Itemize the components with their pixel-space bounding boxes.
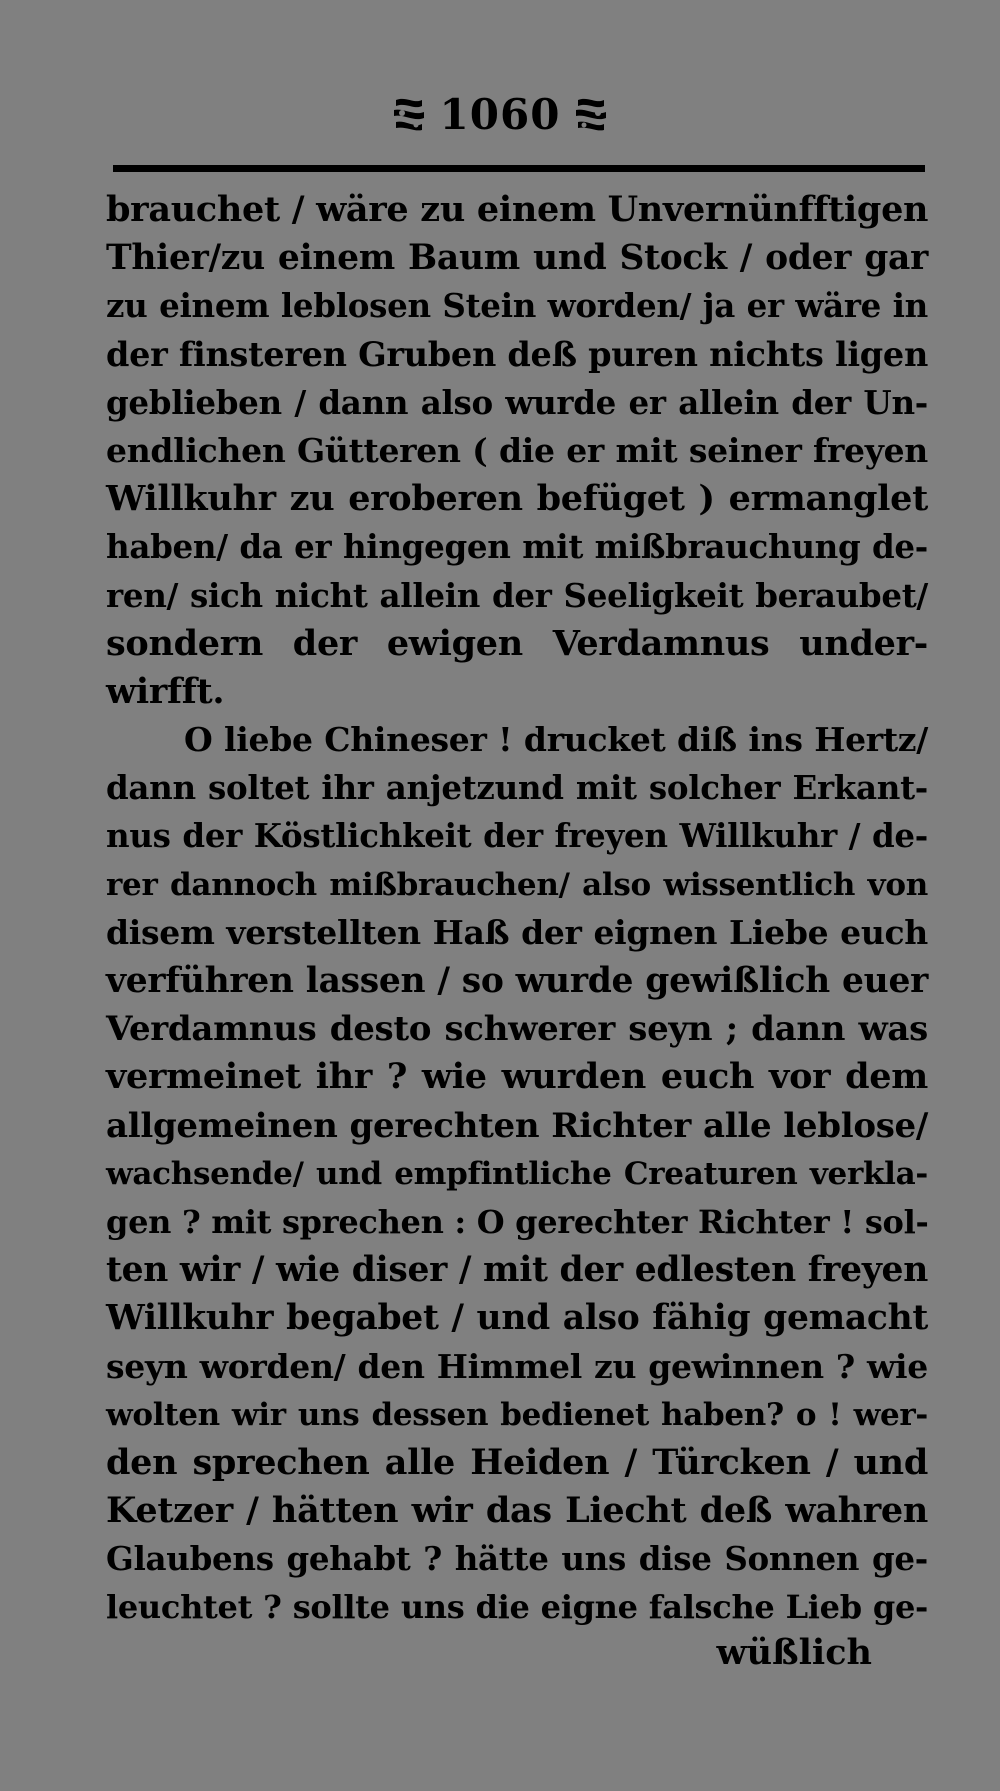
- text-line: allgemeinen gerechten Richter alle leblose/: [106, 1105, 928, 1146]
- text-line: geblieben / dann also wurde er allein der Un-: [106, 382, 928, 422]
- catchword: wüßlich: [716, 1632, 872, 1673]
- text-line: verführen lassen / so wurde gewißlich euer: [106, 961, 928, 1001]
- text-line: rer dannoch mißbrauchen/ also wissentlich von: [106, 866, 928, 903]
- text-line: zu einem leblosen Stein worden/ ja er wäre in: [106, 286, 928, 326]
- text-line: Willkuhr begabet / und also fähig gemacht: [106, 1298, 928, 1339]
- text-line: dann soltet ihr anjetzund mit solcher Erkant-: [106, 768, 928, 808]
- text-line: Ketzer / hätten wir das Liecht deß wahren: [106, 1490, 928, 1532]
- text-line: sondern der ewigen Verdamnus under-: [106, 622, 928, 664]
- text-line: ten wir / wie diser / mit der edlesten freyen: [106, 1250, 928, 1291]
- fleuron-ornament-left-icon: [392, 96, 426, 132]
- text-line: haben/ da er hingegen mit mißbrauchung de-: [106, 527, 928, 567]
- page-header: [0, 84, 1000, 144]
- text-line: der finsteren Gruben deß puren nichts ligen: [106, 334, 928, 374]
- text-line: O liebe Chineser ! drucket diß ins Hertz/: [184, 720, 928, 760]
- text-line: gen ? mit sprechen : O gerechter Richter ! sol-: [106, 1202, 929, 1241]
- fleuron-ornament-right-icon: [574, 96, 608, 132]
- text-line: disem verstellten Haß der eignen Liebe euch: [106, 912, 928, 952]
- text-line: leuchtet ? sollte uns die eigne falsche Lieb ge-: [106, 1588, 928, 1627]
- text-line: ren/ sich nicht allein der Seeligkeit beraubet/: [106, 575, 928, 615]
- text-line: wolten wir uns dessen bedienet haben? o ! wer-: [106, 1396, 928, 1433]
- text-line: Glaubens gehabt ? hätte uns dise Sonnen ge-: [106, 1539, 928, 1579]
- text-line: wirfft.: [106, 670, 225, 712]
- text-line: brauchet / wäre zu einem Unvernünfftigen: [106, 189, 929, 230]
- header-rule: [113, 165, 925, 172]
- text-line: Willkuhr zu eroberen befüget ) ermanglet: [106, 478, 928, 520]
- text-line: wachsende/ und empfintliche Creaturen verkla-: [106, 1155, 928, 1192]
- text-line: endlichen Gütteren ( die er mit seiner freyen: [106, 430, 928, 470]
- text-line: den sprechen alle Heiden / Türcken / und: [106, 1441, 928, 1483]
- text-line: vermeinet ihr ? wie wurden euch vor dem: [106, 1056, 928, 1098]
- text-line: nus der Köstlichkeit der freyen Willkuhr / de-: [106, 816, 928, 856]
- body-text: [106, 186, 928, 1632]
- text-line: Thier/zu einem Baum und Stock / oder gar: [106, 238, 928, 279]
- text-line: Verdamnus desto schwerer seyn ; dann was: [106, 1009, 928, 1050]
- page-number: 1060: [439, 89, 561, 139]
- text-line: seyn worden/ den Himmel zu gewinnen ? wie: [106, 1346, 928, 1386]
